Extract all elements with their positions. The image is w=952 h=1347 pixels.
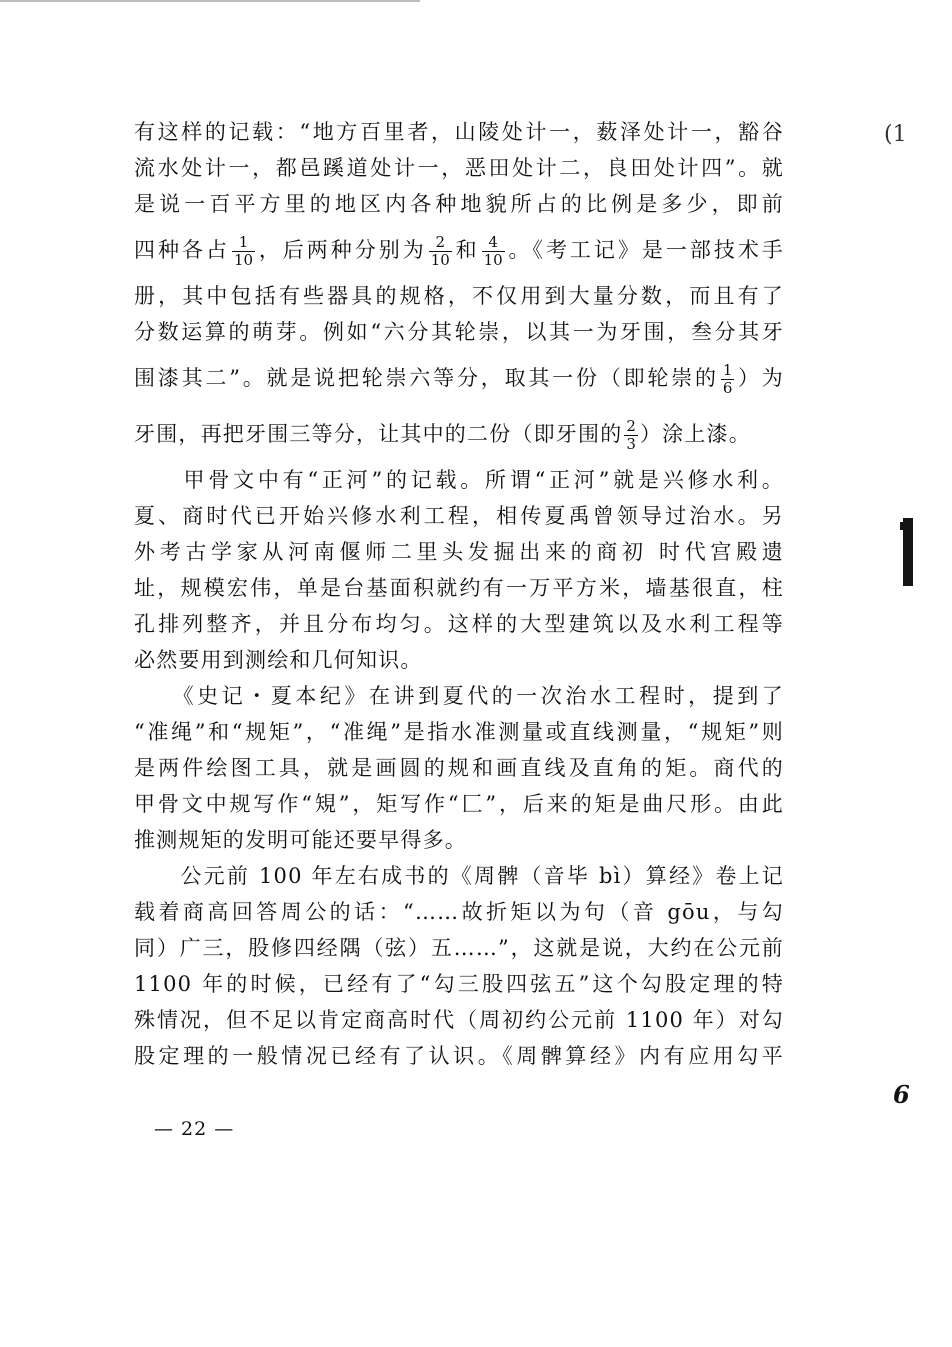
text-line-7: [134, 350, 784, 406]
text-line-24: 殊情况，但不足以肯定商高时代（周初约公元前 1100 年）对勾: [134, 1008, 784, 1032]
line-4-pre: 四种各占: [134, 238, 230, 262]
margin-mark: (1: [884, 122, 907, 147]
text-line-11: 外考古学家从河南偃师二里头发掘出来的商初 时代宫殿遗: [134, 540, 784, 564]
scan-speck: [598, 680, 601, 681]
text-line-3: 是说一百平方里的地区内各种地貌所占的比例是多少，即前: [134, 192, 784, 216]
page-number: — 22 —: [154, 1118, 235, 1140]
fraction-two-tenths: [429, 234, 452, 269]
fraction-denominator: 10: [430, 251, 450, 269]
body-text: [134, 114, 784, 1074]
fraction-numerator: 2: [626, 417, 636, 435]
fraction-denominator: 6: [722, 379, 733, 397]
line-8-pre: 牙围，再把牙围三等分，让其中的二份（即牙围的: [134, 422, 623, 446]
fraction-denominator: 3: [626, 435, 636, 453]
text-line-10: 夏、商时代已开始兴修水利工程，相传夏禹曾领导过治水。另: [134, 504, 784, 528]
line-7-pre: 围漆其二”。就是说把轮崇六等分，取其一份（即轮崇的: [134, 366, 719, 390]
text-line-5: 册，其中包括有些器具的规格，不仅用到大量分数，而且有了: [134, 284, 784, 308]
text-line-12: 址，规模宏伟，单是台基面积就约有一万平方米，墙基很直，柱: [134, 576, 784, 600]
text-line-14: 必然要用到测绘和几何知识。: [134, 648, 423, 672]
text-line-22: 同）广三，股修四经隅（弦）五……”，这就是说，大约在公元前: [134, 936, 784, 960]
text-line-17: 是两件绘图工具，就是画圆的规和画直线及直角的矩。商代的: [134, 756, 784, 780]
fraction-numerator: 1: [238, 233, 249, 251]
fraction-one-tenth: [232, 234, 255, 269]
text-line-9: 甲骨文中有“正河”的记载。所谓“正河”就是兴修水利。: [134, 468, 784, 492]
text-line-15: 《史记・夏本纪》在讲到夏代的一次治水工程时，提到了: [134, 684, 784, 708]
text-line-23: 1100 年的时候，已经有了“勾三股四弦五”这个勾股定理的特: [134, 972, 784, 996]
text-line-4: [134, 222, 784, 278]
fraction-four-tenths: [482, 234, 505, 269]
scan-top-rule: [0, 0, 420, 2]
text-line-8: [134, 406, 784, 462]
text-line-19: 推测规矩的发明可能还要早得多。: [134, 828, 467, 852]
fraction-denominator: 10: [483, 251, 503, 269]
fraction-denominator: 10: [233, 251, 254, 269]
line-7-post: ）为: [736, 366, 784, 390]
fraction-numerator: 4: [488, 233, 498, 251]
line-8-post: ）涂上漆。: [639, 422, 751, 446]
text-line-20: 公元前 100 年左右成书的《周髀（音毕 bì）算经》卷上记: [134, 864, 784, 888]
text-line-13: 孔排列整齐，并且分布均匀。这样的大型建筑以及水利工程等: [134, 612, 784, 636]
text-line-25: 股定理的一般情况已经有了认识。《周髀算经》内有应用勾平: [134, 1044, 784, 1068]
text-line-16: “准绳”和“规矩”，“准绳”是指水准测量或直线测量，“规矩”则: [134, 720, 784, 744]
line-4-post: 。《考工记》是一部技术手: [506, 238, 784, 262]
text-line-6: 分数运算的萌芽。例如“六分其轮崇，以其一为牙围，叁分其牙: [134, 320, 784, 344]
fraction-numerator: 1: [722, 361, 733, 379]
line-4-mid2: 和: [453, 238, 480, 262]
text-line-18: 甲骨文中规写作“䂓”，矩写作“匚”，后来的矩是曲尺形。由此: [134, 792, 784, 816]
fraction-one-sixth: [721, 362, 735, 397]
fraction-numerator: 2: [435, 233, 446, 251]
margin-bar-mark: [903, 518, 913, 586]
fraction-two-thirds: [624, 418, 638, 453]
line-4-mid: ，后两种分别为: [257, 238, 427, 262]
text-line-2: 流水处计一，都邑蹊道处计一，恶田处计二，良田处计四”。就: [134, 156, 784, 180]
text-line-1: 有这样的记载：“地方百里者，山陵处计一，薮泽处计一，豁谷: [134, 120, 784, 144]
margin-digit: 6: [893, 1080, 910, 1109]
text-line-21: 载着商高回答周公的话：“……故折矩以为句（音 gōu，与勾: [134, 900, 784, 924]
margin-bar-notch: [900, 522, 904, 530]
